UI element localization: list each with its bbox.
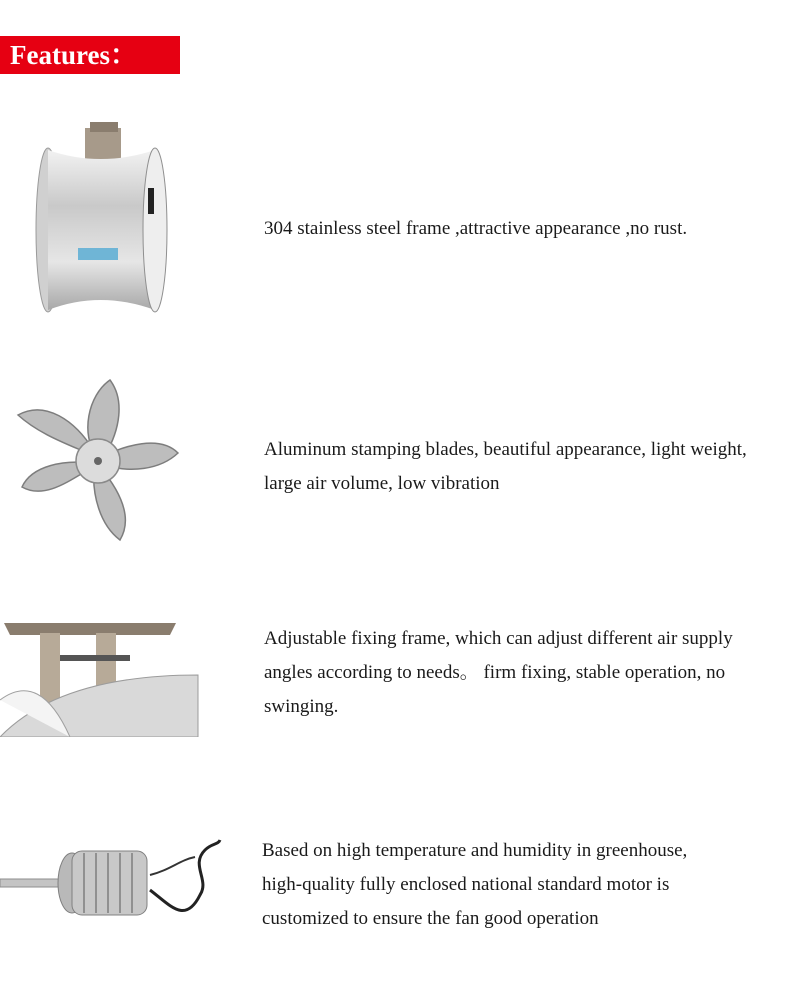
features-heading: Features： — [0, 36, 180, 74]
motor-image — [0, 835, 225, 930]
feature-text-2: Aluminum stamping blades, beautiful appearance, light weight, large air volume, low vibration — [264, 439, 747, 494]
fan-blade-image — [10, 375, 185, 545]
fixing-frame-image — [0, 615, 200, 737]
feature-text-1: 304 stainless steel frame ,attractive appearance ,no rust. — [264, 218, 688, 239]
feature-text-4: Based on high temperature and humidity in greenhouse, high-quality fully enclosed national standard motor is customized to ensure the fan good operation — [262, 840, 688, 929]
steel-frame-image — [30, 120, 180, 320]
feature-text-3: Adjustable fixing frame, which can adjust different air supply angles according to needs。 firm fixing, stable operation, no swinging. — [264, 628, 733, 717]
